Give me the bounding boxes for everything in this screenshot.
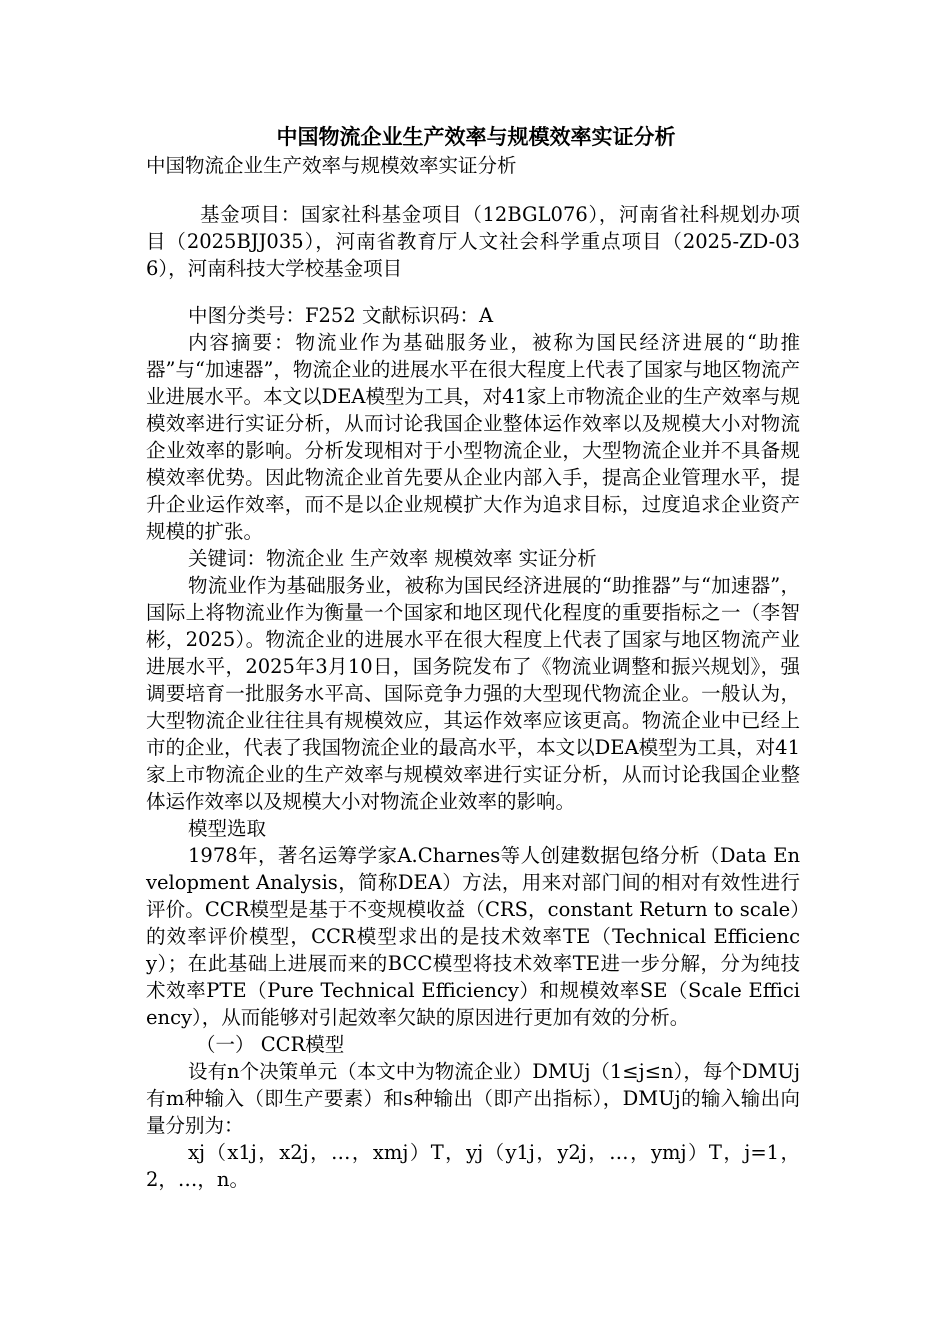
formula-line: xj（x1j，x2j，…，xmj）T，yj（y1j，y2j，…，ymj）T，j=1，2，…，n。 <box>146 1141 800 1191</box>
classification-line: 中图分类号：F252 文献标识码：A <box>188 304 494 327</box>
fund-paragraph: 基金项目：国家社科基金项目（12BGL076），河南省社科规划办项目（2025BJJ035），河南省教育厅人文社会科学重点项目（2025-ZD-036），河南科技大学校基金项目 <box>146 203 800 280</box>
intro-paragraph: 物流业作为基础服务业，被称为国民经济进展的“助推器”与“加速器”，国际上将物流业作为衡量一个国家和地区现代化程度的重要指标之一（李智彬，2025）。物流企业的进展水平在很大程度上代表了国家与地区物流产业进展水平，2025年3月10日，国务院发布了《物流业调整和振兴规划》，强调要培育一批服务水平高、国际竞争力强的大型现代物流企业。一般认为，大型物流企业往往具有规模效应，其运作效率应该更高。物流企业中已经上市的企业，代表了我国物流企业的最高水平，本文以DEA模型为工具，对41家上市物流企业的生产效率与规模效率进行实证分析，从而讨论我国企业整体运作效率以及规模大小对物流企业效率的影响。 <box>146 574 800 813</box>
abstract-paragraph: 内容摘要：物流业作为基础服务业，被称为国民经济进展的“助推器”与“加速器”，物流企业的进展水平在很大程度上代表了国家与地区物流产业进展水平。本文以DEA模型为工具，对41家上市物流企业的生产效率与规模效率进行实证分析，从而讨论我国企业整体运作效率以及规模大小对物流企业效率的影响。分析发现相对于小型物流企业，大型物流企业并不具备规模效率优势。因此物流企业首先要从企业内部入手，提高企业管理水平，提升企业运作效率，而不是以企业规模扩大作为追求目标，过度追求企业资产规模的扩张。 <box>146 331 800 543</box>
document-subtitle: 中国物流企业生产效率与规模效率实证分析 <box>146 154 517 177</box>
model-paragraph: 1978年，著名运筹学家A.Charnes等人创建数据包络分析（Data Envelopment Analysis，简称DEA）方法，用来对部门间的相对有效性进行评价。CCR模型是基于不变规模收益（CRS，constant Return to scale）的效率评价模型，CCR模型求出的是技术效率TE（Technical Efficiency）；在此基础上进展而来的BCC模型将技术效率TE进一步分解，分为纯技术效率PTE（Pure Technical Efficiency）和规模效率SE（Scale Efficiency），从而能够对引起效率欠缺的原因进行更加有效的分析。 <box>146 844 800 1029</box>
subsection-heading-ccr: （一） CCR模型 <box>196 1033 345 1056</box>
keywords-line: 关键词：物流企业 生产效率 规模效率 实证分析 <box>188 547 597 570</box>
section-heading-model: 模型选取 <box>188 817 267 840</box>
ccr-paragraph: 设有n个决策单元（本文中为物流企业）DMUj（1≤j≤n），每个DMUj有m种输入（即生产要素）和s种输出（即产出指标），DMUj的输入输出向量分别为： <box>146 1060 800 1137</box>
document-title: 中国物流企业生产效率与规模效率实证分析 <box>276 124 676 149</box>
